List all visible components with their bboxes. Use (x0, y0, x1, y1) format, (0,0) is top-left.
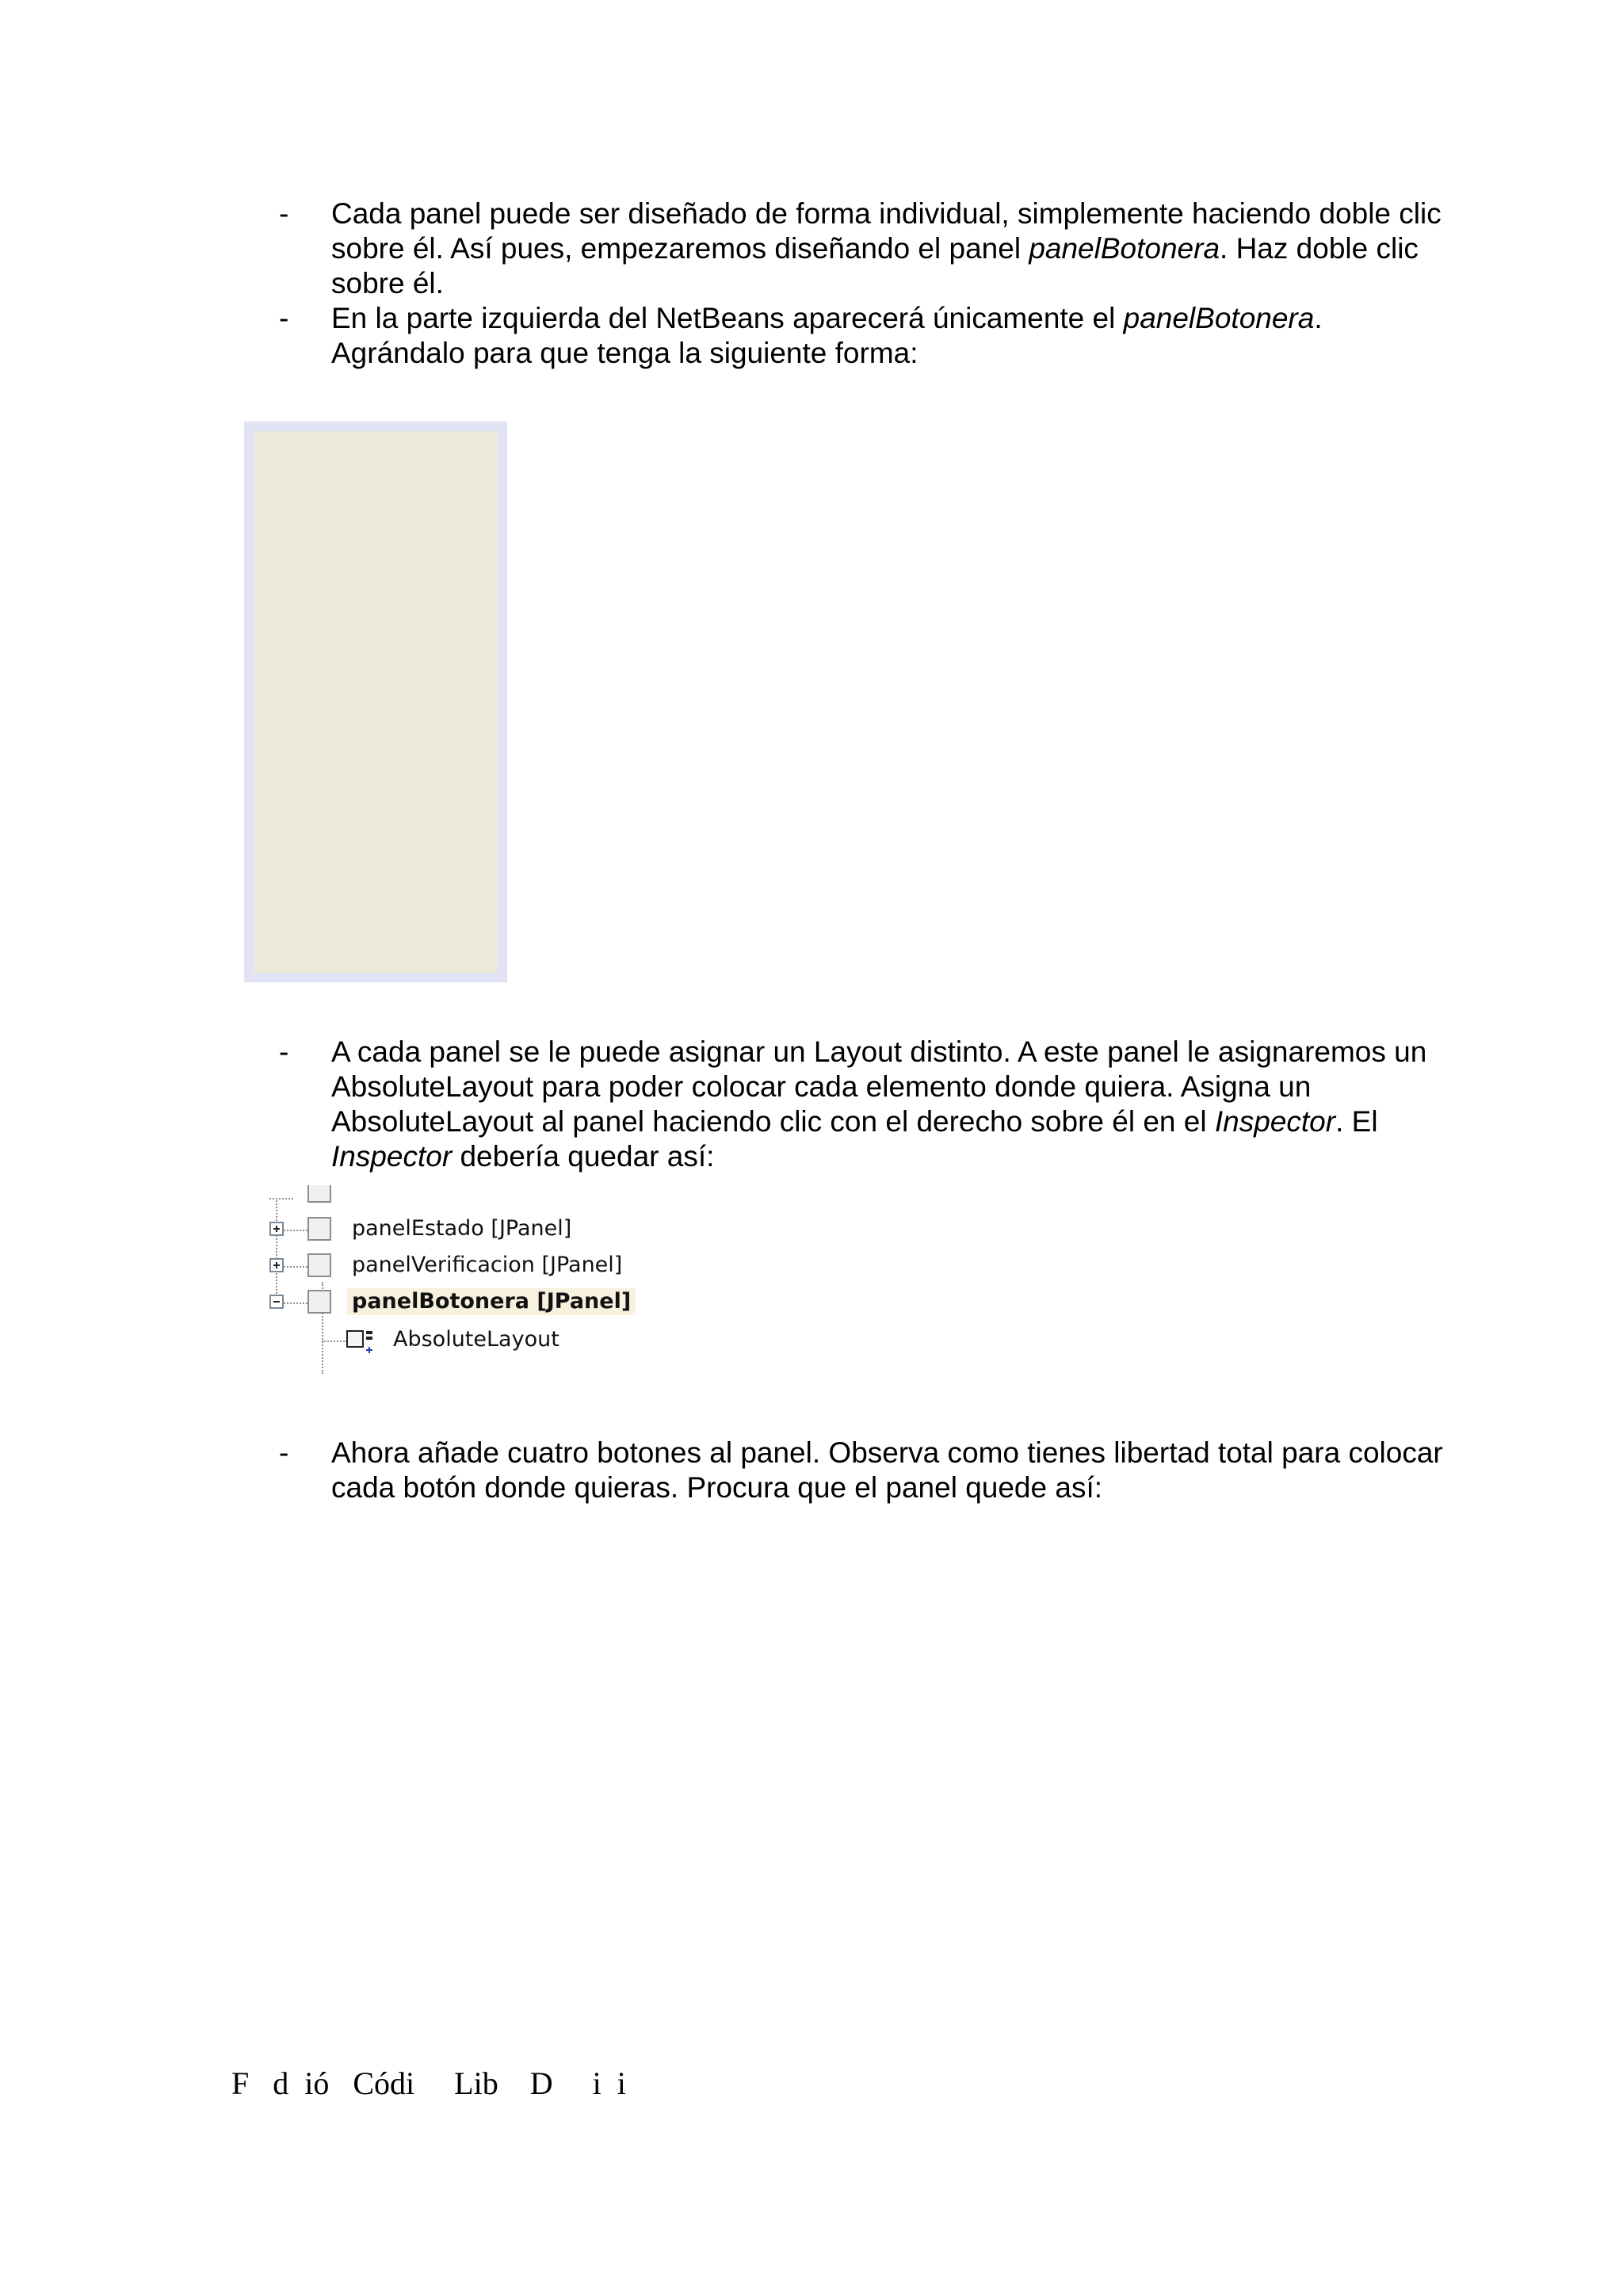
tree-node-label[interactable]: panelVerificacion [JPanel] (352, 1253, 623, 1277)
absolute-layout-icon (346, 1326, 377, 1355)
expand-plus-icon[interactable] (269, 1222, 284, 1236)
tree-guide-line (276, 1198, 277, 1299)
text-run: AbsoluteLayout para poder colocar cada elemento donde quiera. Asigna un (331, 1070, 1312, 1103)
tree-node-icon (307, 1253, 331, 1277)
expand-plus-icon[interactable] (269, 1258, 284, 1272)
text-run: A cada panel se le puede asignar un Layout distinto. A este panel le asignaremos un (331, 1035, 1427, 1068)
panel-botonera-figure (244, 421, 507, 982)
tree-guide-line (269, 1198, 293, 1199)
text-run: Cada panel puede ser diseñado de forma individual, simplemente haciendo doble clic (331, 197, 1442, 230)
bullet-marker: - (279, 302, 289, 334)
bullet-text (331, 1436, 1488, 1505)
text-run: Agrándalo para que tenga la siguiente forma: (331, 337, 918, 369)
text-line (331, 266, 1488, 301)
text-line (331, 196, 1488, 231)
tree-guide-line (284, 1302, 307, 1304)
text-run: Ahora añade cuatro botones al panel. Observa como tienes libertad total para colocar (331, 1436, 1443, 1469)
text-line (331, 231, 1488, 266)
bullet-marker: - (279, 1436, 289, 1469)
text-run: . El (1335, 1105, 1378, 1138)
text-run: AbsoluteLayout al panel haciendo clic con el derecho sobre él en el (331, 1105, 1215, 1138)
text-line (331, 1104, 1488, 1139)
bullet-text (331, 1035, 1488, 1174)
text-run: sobre él. Así pues, empezaremos diseñando el panel (331, 232, 1029, 265)
bullet-marker: - (279, 1035, 289, 1068)
text-line (331, 1070, 1488, 1104)
tree-node-icon (307, 1185, 331, 1203)
bullet-text (331, 301, 1488, 371)
text-line (331, 1139, 1488, 1174)
text-line (331, 301, 1488, 336)
tree-node-label[interactable]: panelEstado [JPanel] (352, 1216, 572, 1241)
inspector-tree (266, 1198, 639, 1374)
bullet-text (331, 196, 1488, 301)
tree-node-icon (307, 1217, 331, 1241)
italic-term: panelBotonera (1029, 232, 1220, 265)
tree-guide-line (322, 1341, 347, 1342)
text-run: debería quedar así: (452, 1140, 715, 1173)
panel-botonera-area (254, 431, 498, 973)
italic-term: Inspector (331, 1140, 453, 1173)
bullet-marker: - (279, 197, 289, 230)
collapse-minus-icon[interactable] (269, 1295, 284, 1309)
tree-node-label-selected[interactable]: panelBotonera [JPanel] (347, 1288, 636, 1315)
tree-guide-line (284, 1266, 307, 1268)
italic-term: panelBotonera (1123, 302, 1315, 334)
text-run: cada botón donde quieras. Procura que el panel quede así: (331, 1471, 1103, 1504)
tree-node-icon (307, 1290, 331, 1314)
text-run: . Haz doble clic (1220, 232, 1419, 265)
tree-guide-line (284, 1230, 307, 1231)
italic-term: Inspector (1214, 1105, 1336, 1138)
text-line (331, 1436, 1488, 1470)
page-footer: F d ió Códi Lib D i i (231, 2065, 626, 2101)
text-run: sobre él. (331, 267, 444, 299)
tree-node-label[interactable]: AbsoluteLayout (393, 1327, 559, 1352)
text-line (331, 1470, 1488, 1505)
text-line (331, 336, 1488, 371)
text-run: . (1314, 302, 1323, 334)
text-line (331, 1035, 1488, 1070)
text-run: En la parte izquierda del NetBeans aparecerá únicamente el (331, 302, 1124, 334)
